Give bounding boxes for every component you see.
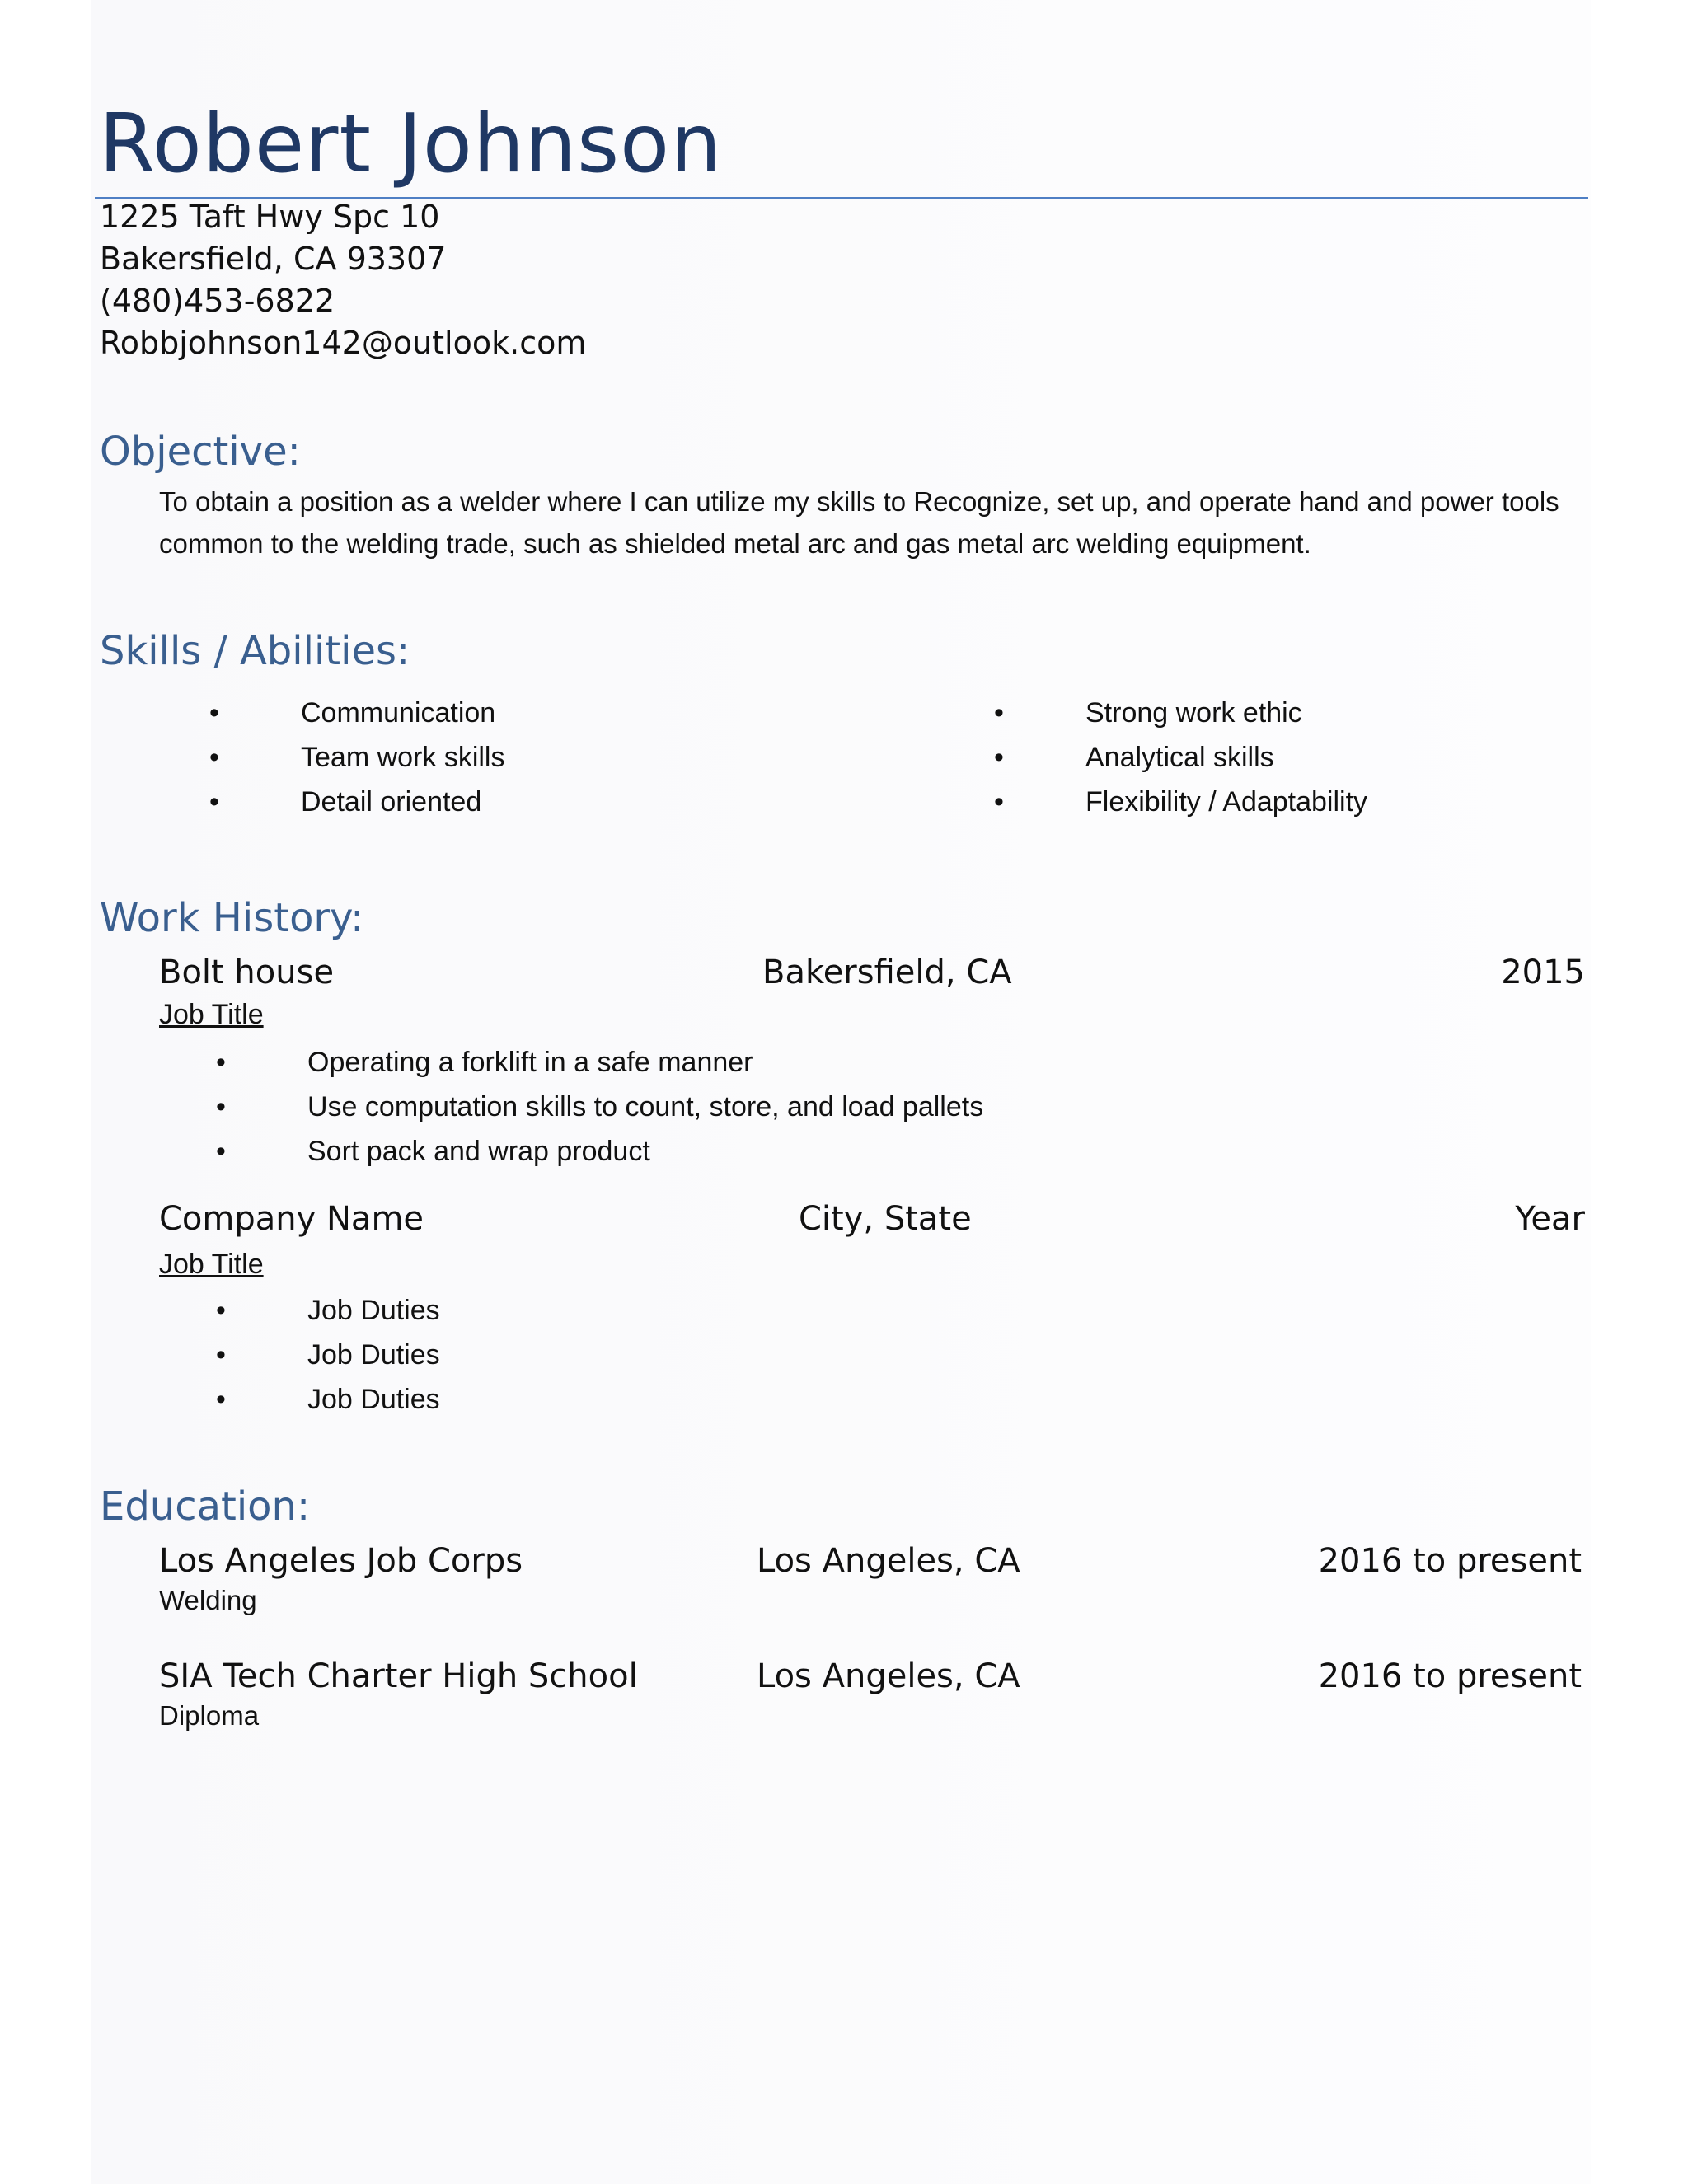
bullet-icon: • [216, 1295, 226, 1326]
education-row [159, 1538, 1585, 1584]
objective-text: To obtain a position as a welder where I can utilize my skills to Recognize, set up, and operate hand and power tools common to the welding trade, such as shielded metal arc and gas metal arc welding equipment. [159, 486, 1559, 559]
job-row [159, 949, 1585, 996]
bullet-icon: • [209, 742, 219, 773]
objective-heading: Objective: [100, 429, 301, 475]
email-address: Robbjohnson142@outlook.com [100, 325, 587, 361]
job-title: Job Title [159, 1249, 264, 1280]
job-location: Bakersfield, CA [762, 954, 1012, 991]
education-heading: Education: [100, 1483, 311, 1530]
skill-item: • Communication [202, 691, 944, 735]
school-location: Los Angeles, CA [757, 1657, 1020, 1695]
skill-item: • Strong work ethic [987, 691, 1564, 735]
school-years: 2016 to present [1318, 1657, 1582, 1695]
bullet-icon: • [216, 1136, 226, 1167]
skill-item: • Analytical skills [987, 735, 1564, 780]
bullet-icon: • [216, 1047, 226, 1078]
skill-item: • Team work skills [202, 735, 944, 780]
skills-left-list [202, 691, 944, 824]
address-line-2: Bakersfield, CA 93307 [100, 241, 447, 277]
job-location: City, State [799, 1200, 972, 1238]
skills-right-list [987, 691, 1564, 824]
job-year: Year [1515, 1200, 1585, 1238]
skill-item: • Detail oriented [202, 780, 944, 824]
school-name: Los Angeles Job Corps [159, 1542, 523, 1580]
bullet-icon: • [994, 697, 1004, 729]
job-year: 2015 [1501, 954, 1585, 991]
bullet-icon: • [994, 786, 1004, 818]
bullet-icon: • [209, 786, 219, 818]
resume-page: Robert Johnson 1225 Taft Hwy Spc 10 Bakersfield, CA 93307 (480)453-6822 Robbjohnson142@outlook.com Objective: To obtain a position as a welder where I can utilize my skills to Recognize, set up, and operate hand and power tools common to the welding trade, such as shielded metal arc and gas metal arc welding equipment. Skills / Abilities: • Communication • Team work skills • Detail oriented • Strong work ethic • Analytical skills • Flexibility / Adaptability Work History: Bolt house Bakersfield, CA 2015 Job Title • Operating a forklift in a safe manner • Use computation skills to count, store, and load pallets • Sort pack and wrap product Company Name City, State Year Job Title • Job Duties • Job Duties • Job Duties Education: Los Angeles Job Corps Los Angeles, CA 2016 to present Welding SIA Tech Charter High School Los Angeles, CA 2016 to present Diploma [0, 0, 1688, 2184]
bullet-icon: • [216, 1339, 226, 1371]
skills-heading: Skills / Abilities: [100, 628, 410, 674]
work-history-heading: Work History: [100, 895, 364, 941]
school-years: 2016 to present [1318, 1542, 1582, 1580]
school-location: Los Angeles, CA [757, 1542, 1020, 1580]
phone-number: (480)453-6822 [100, 283, 335, 319]
school-name: SIA Tech Charter High School [159, 1657, 638, 1695]
bullet-icon: • [209, 697, 219, 729]
company-name: Bolt house [159, 954, 335, 991]
contact-block [100, 196, 586, 364]
bullet-icon: • [216, 1384, 226, 1415]
program-name: Diploma [159, 1700, 260, 1731]
applicant-name: Robert Johnson [99, 97, 723, 191]
program-name: Welding [159, 1585, 257, 1615]
company-name: Company Name [159, 1200, 424, 1238]
job-row [159, 1196, 1585, 1242]
job-title: Job Title [159, 999, 264, 1030]
bullet-icon: • [994, 742, 1004, 773]
bullet-icon: • [216, 1091, 226, 1122]
address-line-1: 1225 Taft Hwy Spc 10 [100, 199, 440, 235]
education-row [159, 1653, 1585, 1699]
skill-item: • Flexibility / Adaptability [987, 780, 1564, 824]
